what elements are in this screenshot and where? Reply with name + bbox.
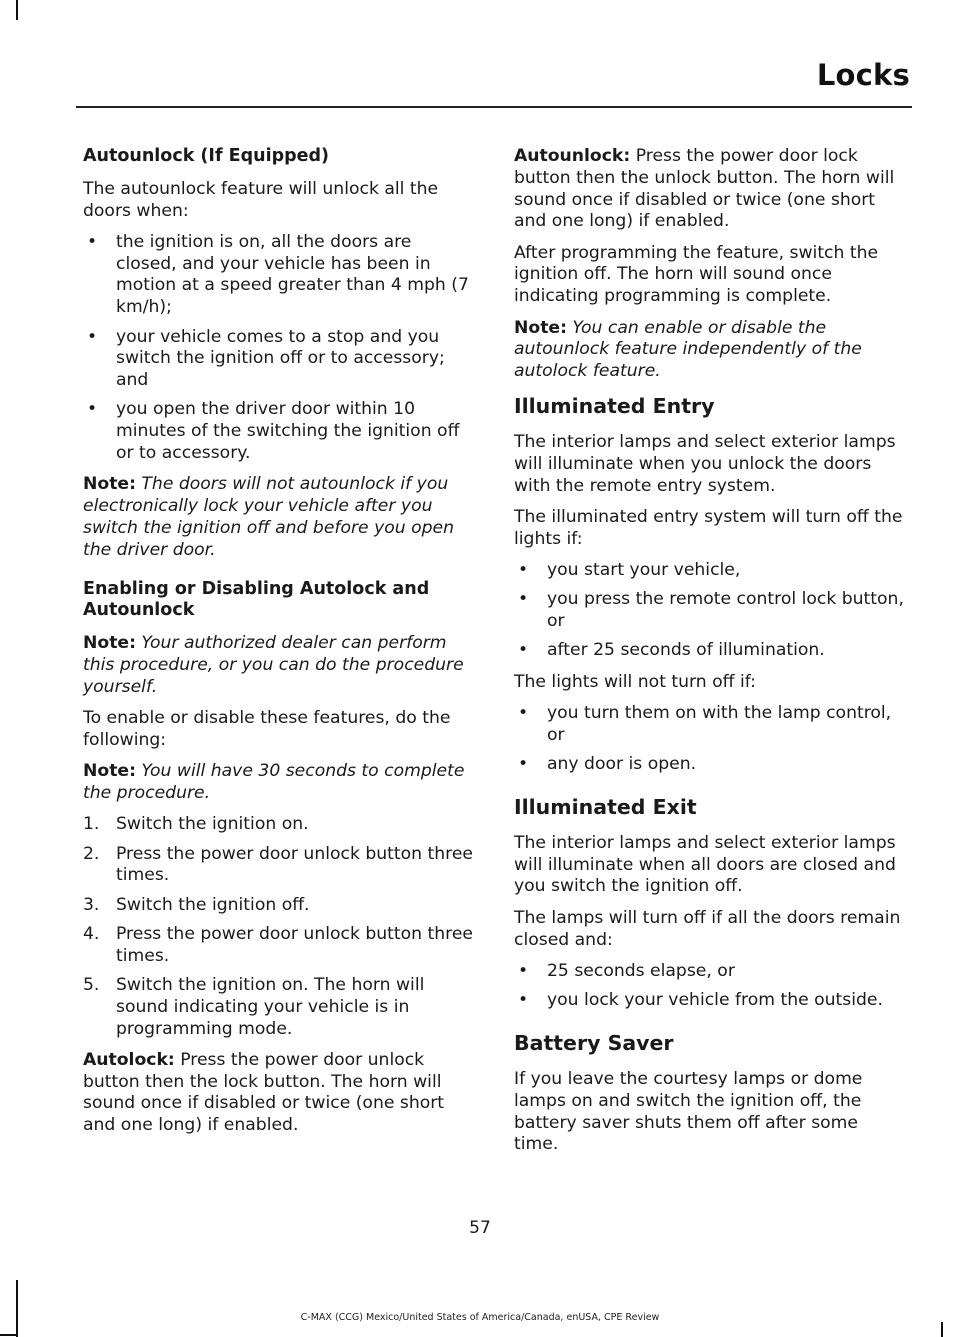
list-item: • 25 seconds elapse, or — [518, 960, 735, 981]
battery-saver-paragraph: If you leave the courtesy lamps or dome lamps on and switch the ignition off, the battery saver shuts them off after some time. — [514, 1068, 863, 1155]
list-item: • you open the driver door within 10 minutes of the switching the ignition off or to accessory. — [87, 399, 460, 464]
exit-paragraph-1: The interior lamps and select exterior lamps will illuminate when all doors are closed and you switch the ignition off. — [514, 832, 896, 897]
note-text: You will have 30 seconds to complete the procedure. — [83, 761, 465, 803]
entry-paragraph-3: The lights will not turn off if: — [514, 671, 756, 692]
list-item: • you start your vehicle, — [518, 559, 741, 580]
illuminated-entry-heading: Illuminated Entry — [514, 393, 715, 418]
autounlock-label: Autounlock: — [514, 146, 631, 166]
entry-off-list — [514, 560, 906, 662]
bullet: • — [518, 702, 529, 723]
entry-not-off-list — [514, 703, 906, 776]
list-item: • the ignition is on, all the doors are closed, and your vehicle has been in motion at a speed greater than 4 mph (7 km/h); — [87, 231, 469, 318]
bullet: • — [518, 559, 529, 580]
note-independent — [514, 318, 906, 383]
bullet: • — [87, 399, 98, 420]
bullet: • — [518, 960, 529, 981]
procedure-steps — [83, 814, 475, 1040]
bullet: • — [87, 231, 98, 252]
footer-text: C-MAX (CCG) Mexico/United States of America/Canada, enUSA, CPE Review — [300, 1312, 660, 1323]
crop-mark-top-left — [16, 0, 18, 20]
note-label: Note: — [83, 761, 136, 782]
note-label: Note: — [514, 317, 567, 338]
autounlock-heading: Autounlock (If Equipped) — [83, 146, 330, 166]
note-text: You can enable or disable the autounlock feature independently of the autolock feature. — [514, 317, 862, 382]
procedure-intro: To enable or disable these features, do the following: — [83, 708, 451, 750]
crop-mark-bottom-left — [16, 1280, 18, 1337]
enable-disable-heading: Enabling or Disabling Autolock and Autounlock — [83, 578, 430, 621]
note-autounlock — [83, 474, 475, 561]
note-text: Your authorized dealer can perform this procedure, or you can do the procedure yourself. — [83, 633, 464, 697]
autounlock-paragraph: Autounlock: Press the power door lock button then the unlock button. The horn will sound once if disabled or twice (one short and one long) if enabled. — [514, 146, 895, 232]
entry-paragraph-1: The interior lamps and select exterior lamps will illuminate when you unlock the doors with the remote entry system. — [514, 431, 896, 496]
bullet: • — [87, 326, 98, 347]
step-item: 4. Press the power door unlock button three times. — [83, 923, 473, 966]
step-item: 2. Press the power door unlock button three times. — [83, 843, 473, 886]
list-item: • you turn them on with the lamp control, or — [518, 702, 892, 745]
note-label: Note: — [83, 633, 136, 654]
bullet: • — [518, 589, 529, 610]
step-item: 5. Switch the ignition on. The horn will sound indicating your vehicle is in programming mode. — [83, 975, 425, 1039]
list-item: • your vehicle comes to a stop and you switch the ignition off or to accessory; and — [87, 326, 445, 391]
bullet: • — [518, 990, 529, 1011]
entry-paragraph-2: The illuminated entry system will turn off the lights if: — [514, 506, 903, 549]
header-rule — [76, 106, 912, 108]
autounlock-intro: The autounlock feature will unlock all the doors when: — [83, 178, 439, 221]
list-item: • you lock your vehicle from the outside. — [518, 990, 883, 1011]
list-item: • any door is open. — [518, 754, 697, 775]
autolock-paragraph: Autolock: Press the power door unlock button then the lock button. The horn will sound once if disabled or twice (one short and one long) if enabled. — [83, 1049, 445, 1136]
illuminated-exit-heading: Illuminated Exit — [514, 794, 697, 819]
note-text: The doors will not autounlock if you electronically lock your vehicle after you switch the ignition off and before you open the driver door. — [83, 474, 455, 560]
left-column — [83, 146, 475, 1147]
exit-off-list — [514, 961, 906, 1012]
note-dealer — [83, 633, 475, 698]
after-programming: After programming the feature, switch the ignition off. The horn will sound once indicating programming is complete. — [514, 242, 879, 307]
bullet: • — [518, 640, 529, 661]
step-item: 1. Switch the ignition on. — [83, 814, 309, 835]
page-header-title: Locks — [816, 58, 910, 92]
note-label: Note: — [83, 474, 136, 495]
bullet: • — [518, 754, 529, 775]
step-item: 3. Switch the ignition off. — [83, 894, 310, 915]
page-number: 57 — [469, 1218, 491, 1238]
battery-saver-heading: Battery Saver — [514, 1030, 674, 1055]
list-item: • after 25 seconds of illumination. — [518, 640, 825, 661]
note-time-limit — [83, 761, 475, 805]
crop-mark-bottom-left-h — [0, 1334, 18, 1336]
autounlock-conditions-list — [83, 232, 475, 465]
right-column — [514, 146, 906, 1166]
crop-mark-bottom-right — [941, 1322, 943, 1337]
list-item: • you press the remote control lock button, or — [518, 589, 904, 632]
autolock-label: Autolock: — [83, 1049, 175, 1070]
exit-paragraph-2: The lamps will turn off if all the doors remain closed and: — [514, 907, 901, 950]
